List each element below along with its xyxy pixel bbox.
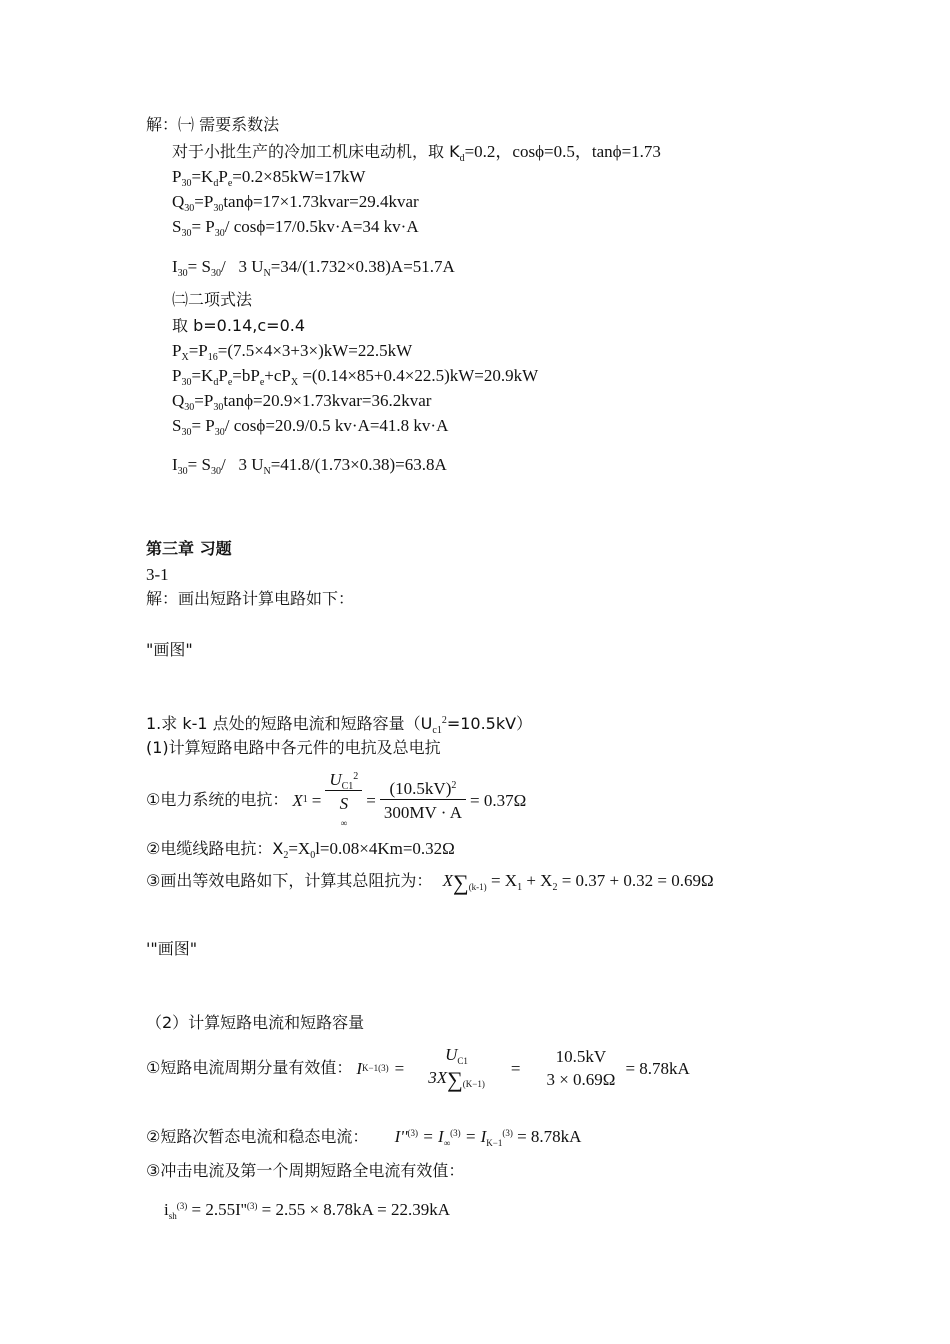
question-1-line: 1.求 k-1 点处的短路电流和短路容量$(U_{c1}^2=10.5kV)$ [146, 714, 533, 736]
binomial-p30-line: $P_{30}=K_dP_e=bP_e+cP_X =(0.14\times 85+0.4\times 22.5)kW=20.9kW$ [172, 366, 539, 388]
impulse-current-equation: $i_{sh}^{(3)} = 2.55I''^{(3)} = 2.55 \times 8.78kA = 22.39kA$ [164, 1200, 451, 1221]
demand-q30-line: $Q_{30}=P_{30}\tan\phi=17\times 1.73kvar=29.4kvar$ [172, 192, 419, 214]
fraction-voltage-over-impedance: 10.5kV 3 × 0.69Ω [546, 1047, 616, 1089]
binomial-s30-line: $S_{30}= P_{30}/$ cosϕ=20.9/0.5 kv·A=41.8 kv·A [172, 416, 449, 438]
chapter-title: 第三章 习题 [146, 539, 232, 558]
binomial-i30-line: $I_{30}= S_{30}/$ 3 $U_N=41.8/(1.73\times 0.38)=63.8A$ [172, 455, 447, 477]
fraction-u-over-s: $U_{C1}^2$ S ∞ [325, 771, 362, 829]
system-reactance-equation: ①电力系统的电抗： X 1 = $U_{C1}^2$ S ∞ = $\frac{(10.5kV)^2}{300MV \cdot A}$ = 0.37Ω [146, 770, 527, 828]
solution-heading-demand: 解：㈠ 需要系数法 [146, 115, 280, 134]
periodic-current-equation: ①短路电流周期分量有效值： I K−1 (3) = $U_{C1}$ $3X\sum_{(K-1)}$ = 10.5kV 3 × 0.69Ω = 8.78kA [146, 1044, 690, 1092]
problem-number: 3-1 [146, 565, 169, 584]
binomial-q30-line: $Q_{30}=P_{30}\tan\phi=20.9\times 1.73kvar=36.2kvar$ [172, 391, 432, 413]
answer-intro: 解：画出短路计算电路如下： [146, 589, 355, 608]
demand-intro-line: 对于小批生产的冷加工机床电动机，取 $K_d=0.2$，cosϕ=0.5，tanϕ=1.73 [172, 142, 661, 164]
figure-placeholder-2: '"画图" [146, 939, 198, 958]
question-2-line: （2）计算短路电流和短路容量 [146, 1013, 365, 1032]
demand-s30-line: $S_{30}= P_{30}/$ cosϕ=17/0.5kv·A=34 kv·A [172, 217, 419, 239]
demand-p30-line: $P_{30}=K_dP_e=0.2\times 85kW=17kW$ [172, 167, 366, 189]
cable-reactance-line: ②电缆线路电抗：$X_2=X_0l=0.08\times 4Km=0.32\Omega$ [146, 839, 455, 861]
impulse-current-heading: ③冲击电流及第一个周期短路全电流有效值： [146, 1161, 465, 1180]
subtransient-current-line: ②短路次暂态电流和稳态电流： $I''^{(3)} = I_\infty^{(3)} = I_{K-1}^{(3)} = 8.78kA$ [146, 1127, 582, 1148]
fraction-voltage-over-capacity: $\frac{(10.5kV)^2}{300MV \cdot A}$ [380, 780, 466, 821]
demand-i30-line: $I_{30}= S_{30}/$ 3 $U_N=34/(1.732\times 0.38)A=51.7A$ [172, 257, 455, 279]
total-impedance-line: ③画出等效电路如下，计算其总阻抗为： $X\sum_{(k-1)} = X_1 + X_2 = 0.37 + 0.32 = 0.69\Omega$ [146, 870, 714, 895]
binomial-take-line: 取 b=0.14,c=0.4 [172, 316, 306, 335]
fraction-uc1-over-3x: $U_{C1}$ $3X\sum_{(K-1)}$ [428, 1044, 485, 1092]
question-1-1-line: (1)计算短路电路中各元件的电抗及总电抗 [146, 738, 441, 757]
binomial-px-line: $P_X=P_{16}=(7.5\times 4\times 3+3\times)kW=22.5kW$ [172, 341, 413, 363]
figure-placeholder-1: "画图" [146, 640, 193, 659]
solution-heading-binomial: ㈡二项式法 [172, 290, 253, 309]
